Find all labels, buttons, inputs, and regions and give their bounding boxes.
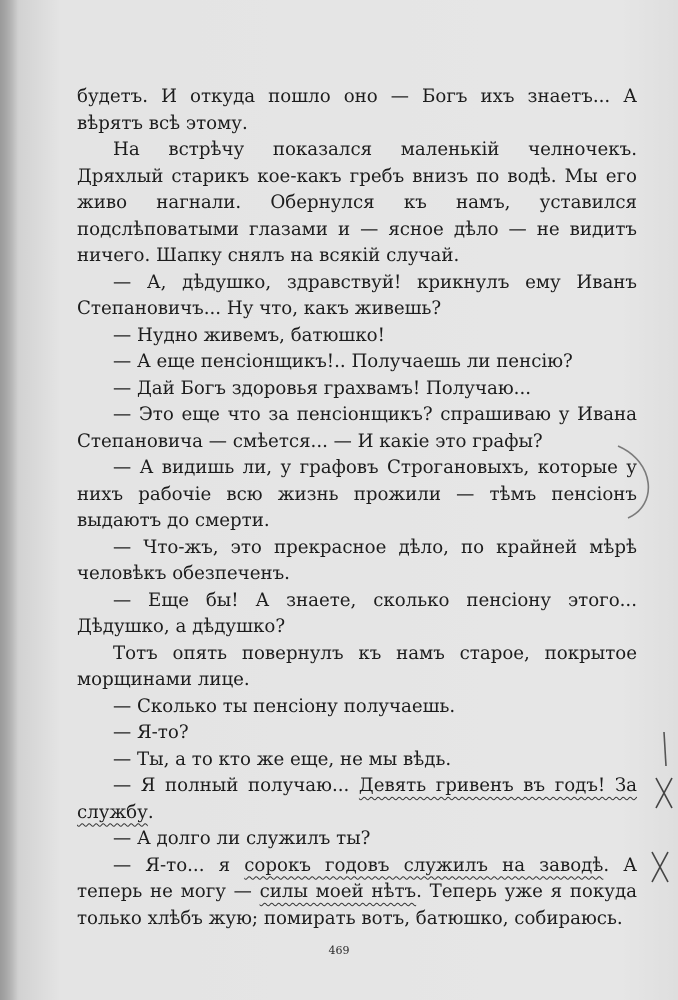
underlined-text: силы моей нѣтъ [259, 881, 417, 902]
text-run: — А, дѣдушко, здравствуй! крикнулъ ему Иванъ Степановичъ... Ну что, какъ живешь? [77, 271, 637, 319]
text-run: — Нудно живемъ, батюшко! [113, 324, 385, 346]
paragraph [77, 137, 637, 270]
page-number: 469 [328, 944, 350, 957]
text-run: . А теперь не могу — [77, 854, 637, 902]
paragraph [77, 694, 637, 721]
text-run: — Еще бы! А знаете, сколько пенсіону этого... Дѣдушко, а дѣдушко? [77, 589, 637, 637]
paragraph [77, 773, 637, 826]
paragraph [77, 641, 637, 694]
page-fold-shadow [0, 0, 18, 1000]
body-text [77, 84, 637, 932]
text-run: — Дай Богъ здоровья грахвамъ! Получаю... [113, 377, 532, 399]
text-run: . Теперь уже я покуда только хлѣбъ жую; помирать вотъ, батюшко, собираюсь. [77, 881, 637, 929]
text-run: — Это еще что за пенсіонщикъ? спрашиваю у Ивана Степановича — смѣется... — И какіе это графы? [77, 404, 637, 452]
paragraph [77, 402, 637, 455]
text-run: На встрѣчу показался маленькій челночекъ. Дряхлый старикъ кое-какъ гребъ внизъ по водѣ. Мы его живо нагнали. Обернулся къ намъ, уставился подслѣповатыми глазами и — ясное дѣло — не видитъ ничего. Шапку снялъ на всякій случай. [77, 139, 637, 266]
paragraph [77, 826, 637, 853]
underlined-text: сорокъ годовъ служилъ на заводѣ [244, 854, 604, 876]
paragraph [77, 455, 637, 535]
paragraph [77, 270, 637, 323]
text-run: — А долго ли служилъ ты? [113, 828, 371, 849]
text-run: — Я-то... я [113, 854, 245, 876]
text-run: — Я полный получаю... [113, 775, 359, 796]
paragraph [77, 747, 637, 774]
margin-tick-mark [664, 732, 666, 766]
text-run: будетъ. И откуда пошло оно — Богъ ихъ знаетъ... А вѣрятъ всѣ этому. [77, 86, 637, 134]
paragraph [77, 588, 637, 641]
paragraph [77, 535, 637, 588]
margin-x-mark-1 [656, 778, 672, 808]
paragraph [77, 349, 637, 376]
text-run: — А видишь ли, у графовъ Строгановыхъ, которые у нихъ рабочіе всю жизнь прожили — тѣмъ пенсіонъ выдаютъ до смерти. [77, 457, 637, 531]
text-run: — Сколько ты пенсіону получаешь. [113, 695, 456, 717]
paragraph [77, 84, 637, 137]
margin-x-mark-2 [652, 852, 668, 882]
text-run: — Я-то? [113, 722, 189, 743]
paragraph [77, 853, 637, 933]
text-run: — Ты, а то кто же еще, не мы вѣдь. [113, 748, 452, 770]
underlined-text: Девять гривенъ въ годъ! За службу [77, 775, 638, 823]
text-run: — Что-жъ, это прекрасное дѣло, по крайней мѣрѣ человѣкъ обезпеченъ. [77, 536, 637, 584]
text-run: — А еще пенсіонщикъ!.. Получаешь ли пенсію? [113, 351, 573, 372]
paragraph [77, 323, 637, 350]
paragraph [77, 720, 637, 747]
paragraph [77, 376, 637, 403]
text-run: Тотъ опять повернулъ къ намъ старое, покрытое морщинами лице. [77, 642, 637, 690]
text-run: . [147, 801, 154, 823]
